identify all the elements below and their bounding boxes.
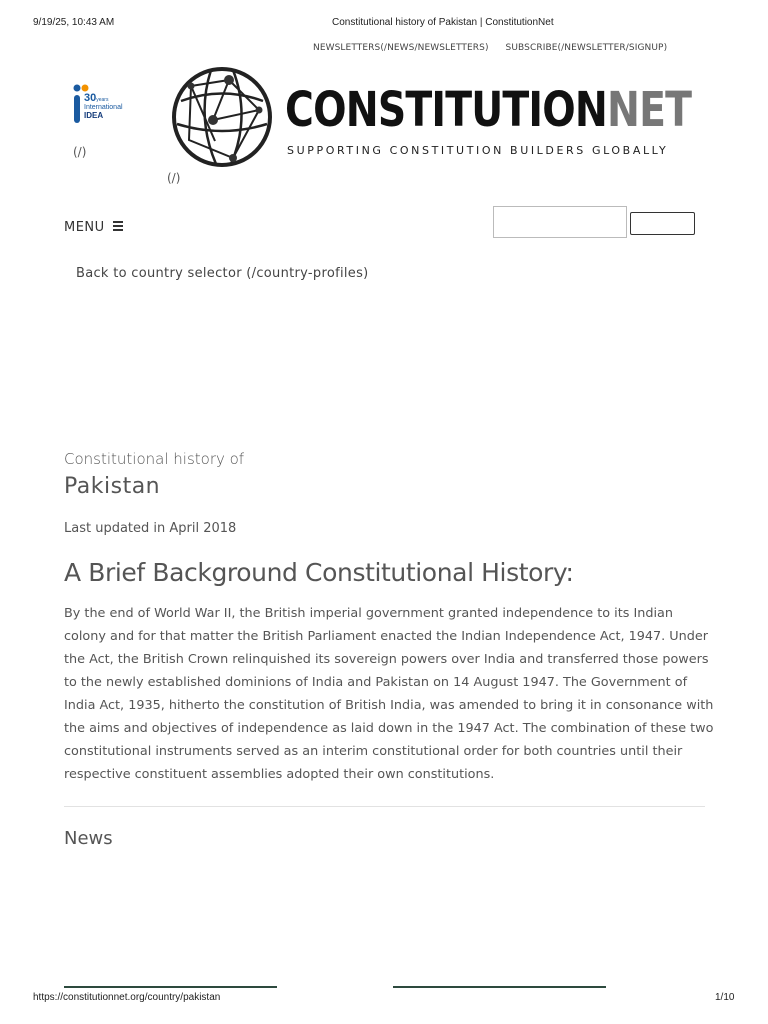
globe-icon[interactable] xyxy=(171,66,273,168)
print-datetime: 9/19/25, 10:43 AM xyxy=(33,17,115,28)
section-heading: A Brief Background Constitutional History: xyxy=(64,558,574,587)
search-button[interactable] xyxy=(630,212,695,235)
idea-logo[interactable] xyxy=(72,82,128,126)
idea-international: International xyxy=(84,104,123,111)
news-thumbnail-1[interactable] xyxy=(64,986,277,988)
background-paragraph: By the end of World War II, the British imperial government granted independence to its Indian colony and for that matter the British Parliament enacted the Indian Independence Act, 1947. Under the Act, the British Crown relinquished its sovereign powers over India and transferred those powers to the newly established dominions of India and Pakistan on 14 August 1947. The Government of India Act, 1935, hitherto the constitution of British India, was amended to bring it in consonance with the aims and objectives of independence as laid down in the 1947 Act. The combination of these two constitutional instruments served as an interim constitutional order for both countries until their respective constituent assemblies adopted their own constitutions. xyxy=(64,606,714,782)
subscribe-link[interactable]: SUBSCRIBE(/NEWSLETTER/SIGNUP) xyxy=(505,43,668,53)
divider xyxy=(64,806,705,807)
top-links xyxy=(313,43,681,53)
menu-label: MENU xyxy=(64,220,105,235)
news-thumbnail-2[interactable] xyxy=(393,986,606,988)
hamburger-icon xyxy=(113,221,123,230)
menu-button[interactable] xyxy=(64,220,123,235)
last-updated: Last updated in April 2018 xyxy=(64,521,237,536)
brand-title[interactable] xyxy=(285,80,691,140)
idea-home-link[interactable]: (/) xyxy=(73,145,87,159)
news-heading: News xyxy=(64,828,113,849)
idea-name: IDEA xyxy=(84,111,104,120)
page-subtitle: Constitutional history of xyxy=(64,450,245,468)
print-page-number: 1/10 xyxy=(715,992,735,1003)
print-doc-title: Constitutional history of Pakistan | ConstitutionNet xyxy=(332,17,554,28)
idea-number: 30 xyxy=(84,92,97,104)
brand-main: CONSTITUTION xyxy=(285,82,607,138)
brand-net: NET xyxy=(606,82,692,138)
back-to-country-selector-link[interactable]: Back to country selector (/country-profiles) xyxy=(76,266,369,281)
newsletters-link[interactable]: NEWSLETTERS(/NEWS/NEWSLETTERS) xyxy=(313,43,489,53)
idea-years: years xyxy=(96,97,109,103)
country-name: Pakistan xyxy=(64,474,161,499)
search-input[interactable] xyxy=(493,206,627,238)
brand-home-link[interactable]: (/) xyxy=(167,171,181,185)
brand-tagline: SUPPORTING CONSTITUTION BUILDERS GLOBALLY xyxy=(287,144,669,157)
print-url: https://constitutionnet.org/country/pakistan xyxy=(33,992,221,1003)
